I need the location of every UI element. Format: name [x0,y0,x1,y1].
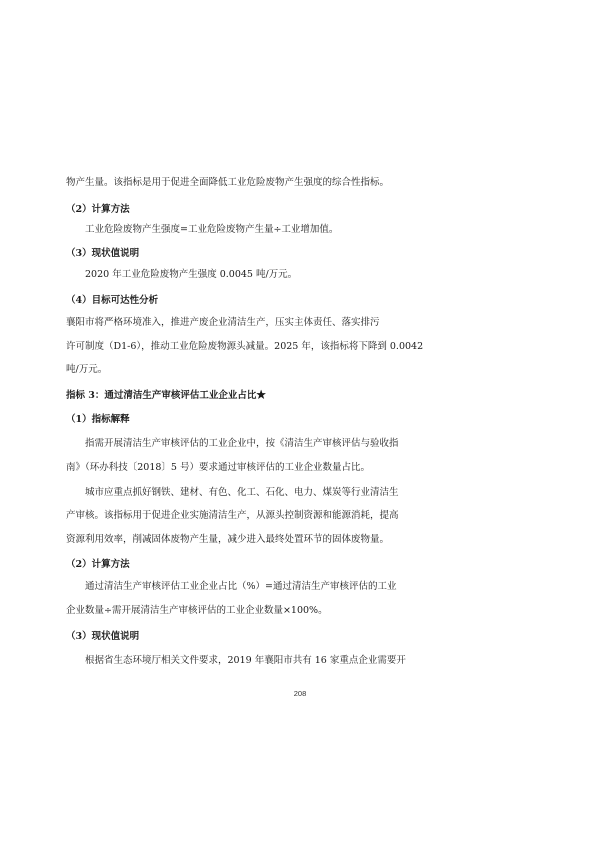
paragraph-line: 襄阳市将严格环境准入，推进产废企业清洁生产，压实主体责任、落实排污 [66,317,380,328]
section-heading: （1）指标解释 [66,414,130,425]
paragraph-line: 物产生量。该指标是用于促进全面降低工业危险废物产生强度的综合性指标。 [66,177,390,188]
paragraph-line: 城市应重点抓好钢铁、建材、有色、化工、石化、电力、煤炭等行业清洁生 [85,487,399,498]
section-heading: （3）现状值说明 [66,248,140,259]
paragraph-line: 吨/万元。 [66,364,108,375]
paragraph-line: 2020 年工业危险废物产生强度 0.0045 吨/万元。 [85,269,298,280]
paragraph-line: 通过清洁生产审核评估工业企业占比（%）=通过清洁生产审核评估的工业 [85,581,397,592]
section-heading: （4）目标可达性分析 [66,295,159,306]
paragraph-line: 资源利用效率，削减固体废物产生量，减少进入最终处置环节的固体废物量。 [66,534,390,545]
paragraph-line: 企业数量÷需开展清洁生产审核评估的工业企业数量×100%。 [66,605,328,616]
section-heading: （2）计算方法 [66,204,130,215]
indicator-heading: 指标 3：通过清洁生产审核评估工业企业占比★ [66,390,266,401]
paragraph-line: 许可制度（D1-6），推动工业危险废物源头减量。2025 年，该指标将下降到 0.0042 [66,341,424,352]
paragraph-line: 指需开展清洁生产审核评估的工业企业中，按《清洁生产审核评估与验收指 [85,438,399,449]
paragraph-line: 产审核。该指标用于促进企业实施清洁生产，从源头控制资源和能源消耗，提高 [66,510,399,521]
section-heading: （3）现状值说明 [66,631,140,642]
formula-line: 工业危险废物产生强度=工业危险废物产生量÷工业增加值。 [85,224,339,235]
section-heading: （2）计算方法 [66,559,130,570]
paragraph-line: 根据省生态环境厅相关文件要求，2019 年襄阳市共有 16 家重点企业需要开 [85,655,406,666]
page-number: 208 [293,689,307,698]
paragraph-line: 南》（环办科技〔2018〕5 号）要求通过审核评估的工业企业数量占比。 [66,462,370,473]
